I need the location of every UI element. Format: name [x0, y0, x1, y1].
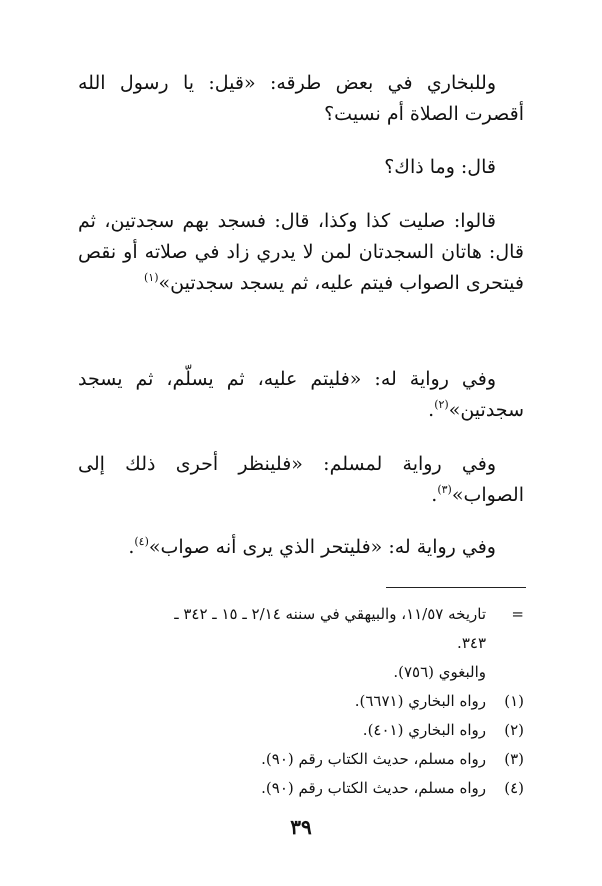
footnote-text: رواه البخاري (٦٦٧١).	[354, 692, 486, 710]
paragraph-what-is-that	[78, 152, 524, 183]
footnote-3	[64, 745, 524, 774]
footnote-2	[64, 716, 524, 745]
paragraph-text: وفي رواية له: «فليتحر الذي يرى أنه صواب»	[148, 536, 496, 558]
paragraph-text: قالوا: صليت كذا وكذا، قال: فسجد بهم سجدتين، ثم قال: هاتان السجدتان لمن لا يدري زاد في صلاته أو نقص فيتحرى الصواب فيتم عليه، ثم يسجد سجدتين»	[78, 210, 524, 294]
footnote-1	[64, 687, 524, 716]
paragraph-bukhari-question	[78, 68, 524, 130]
footnote-ref-1: (١)	[144, 271, 159, 284]
footnote-text: رواه مسلم، حديث الكتاب رقم (٩٠).	[261, 779, 486, 797]
footnotes-section	[64, 600, 524, 803]
paragraph-riwaya-muslim	[78, 449, 524, 511]
paragraph-text: وللبخاري في بعض طرقه: «قيل: يا رسول الله أقصرت الصلاة أم نسيت؟	[78, 72, 524, 125]
paragraph-text: وفي رواية له: «فليتم عليه، ثم يسلّم، ثم يسجد سجدتين»	[78, 368, 524, 421]
paragraph-riwaya-2	[78, 532, 524, 563]
footnote-divider	[386, 587, 526, 588]
period: .	[128, 536, 135, 558]
footnote-marker: (١)	[504, 692, 524, 710]
footnote-ref-3: (٣)	[437, 483, 452, 496]
footnote-marker: (٣)	[504, 750, 524, 768]
paragraph-riwaya-1	[78, 364, 524, 426]
footnote-continuation-line: والبغوي (٧٥٦).	[393, 663, 486, 681]
period: .	[431, 484, 438, 506]
footnote-ref-2: (٢)	[434, 398, 449, 411]
footnote-continuation-line: ٣٤٣.	[457, 634, 486, 652]
footnote-marker: =	[511, 605, 524, 623]
footnote-text: رواه مسلم، حديث الكتاب رقم (٩٠).	[261, 750, 486, 768]
page-number: ٣٩	[290, 815, 312, 839]
period: .	[428, 399, 435, 421]
paragraph-text: وفي رواية لمسلم: «فلينظر أحرى ذلك إلى الصواب»	[78, 453, 524, 506]
footnote-marker: (٤)	[504, 779, 524, 797]
paragraph-they-said	[78, 206, 524, 299]
footnote-marker: (٢)	[504, 721, 524, 739]
footnote-text: رواه البخاري (٤٠١).	[362, 721, 486, 739]
paragraph-text: قال: وما ذاك؟	[384, 156, 496, 178]
footnote-text: تاريخه ١١/٥٧، والبيهقي في سننه ٢/١٤ ـ ١٥ ـ ٣٤٢ ـ	[174, 605, 486, 623]
footnote-ref-4: (٤)	[134, 535, 149, 548]
footnote-4	[64, 774, 524, 803]
footnote-continuation	[64, 600, 524, 629]
